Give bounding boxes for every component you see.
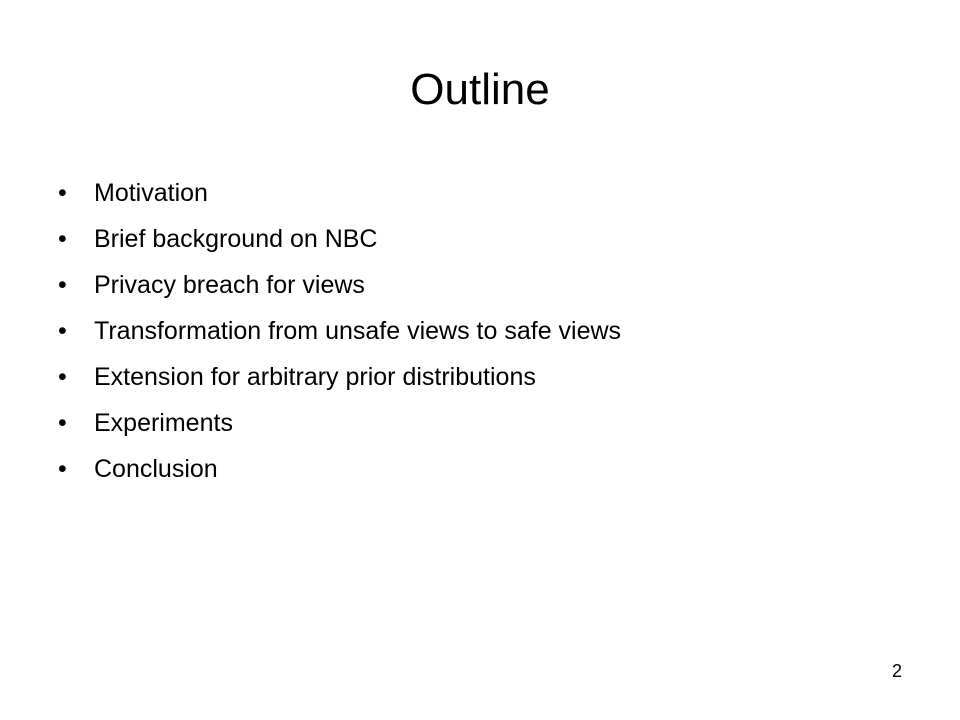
bullet-icon: • (58, 409, 67, 437)
list-item-text: Conclusion (94, 455, 218, 483)
bullet-icon: • (58, 363, 67, 391)
list-item (58, 216, 621, 262)
slide-title: Outline (410, 65, 550, 114)
bullet-icon: • (58, 225, 67, 253)
bullet-icon: • (58, 271, 67, 299)
list-item-text: Experiments (94, 409, 233, 437)
list-item-text: Transformation from unsafe views to safe views (94, 317, 622, 345)
list-item (58, 170, 621, 216)
list-item (58, 262, 621, 308)
list-item (58, 446, 621, 492)
bullet-icon: • (58, 179, 67, 207)
list-item-text: Extension for arbitrary prior distributions (94, 363, 536, 391)
list-item-text: Brief background on NBC (94, 225, 378, 253)
list-item (58, 308, 621, 354)
page-number: 2 (891, 661, 902, 681)
list-item-text: Motivation (94, 179, 208, 207)
bullet-icon: • (58, 317, 67, 345)
outline-list (58, 170, 621, 492)
list-item-text: Privacy breach for views (94, 271, 365, 299)
list-item (58, 354, 621, 400)
list-item (58, 400, 621, 446)
bullet-icon: • (58, 455, 67, 483)
